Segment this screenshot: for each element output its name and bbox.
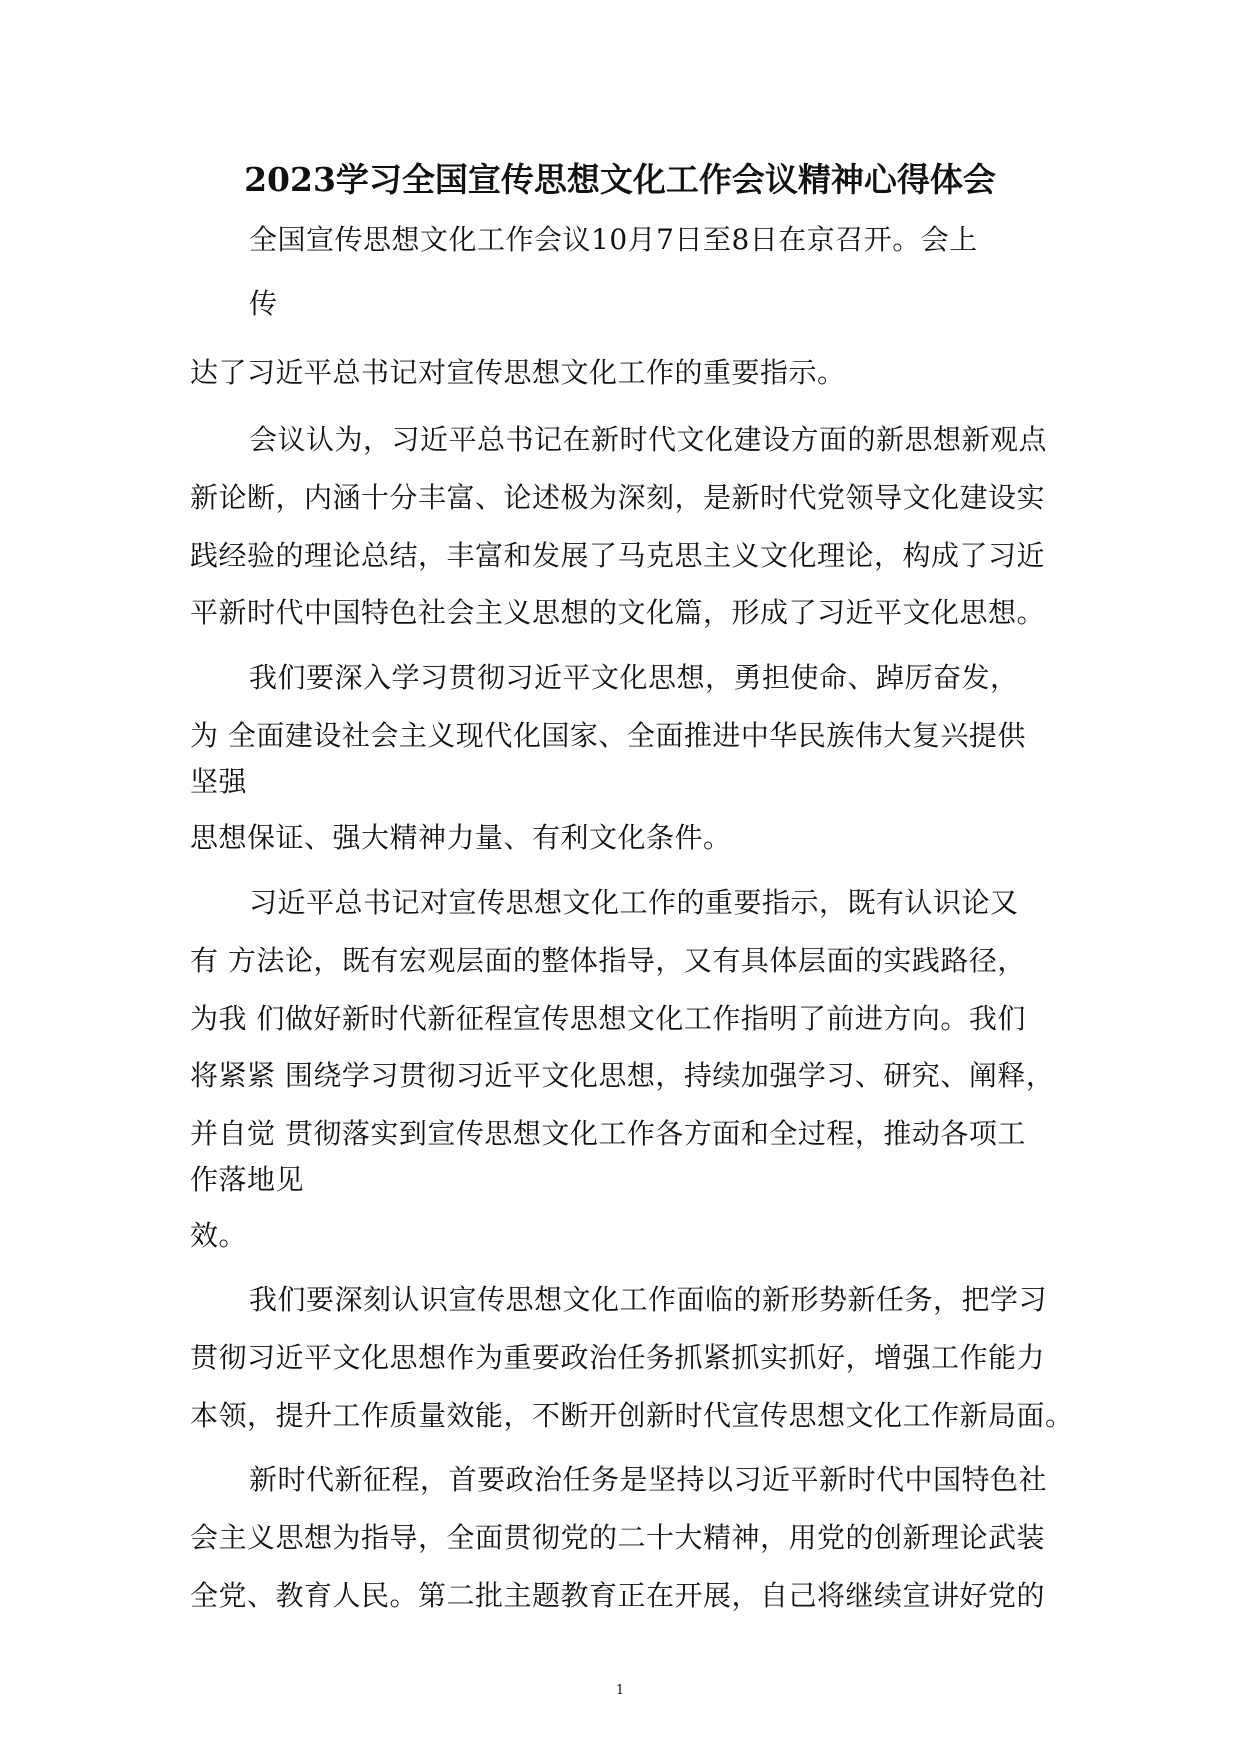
text-line-9: 为 全面建设社会主义现代化国家、全面推进中华民族伟大复兴提供	[190, 719, 1026, 752]
text-line-4: 会议认为，习近平总书记在新时代文化建设方面的新思想新观点	[249, 423, 1048, 456]
text-line-23: 会主义思想为指导，全面贯彻党的二十大精神，用党的创新理论武装	[190, 1521, 1046, 1554]
text-line-15: 将紧紧 围绕学习贯彻习近平文化思想，持续加强学习、研究、阐释，	[190, 1059, 1055, 1092]
text-line-19: 我们要深刻认识宣传思想文化工作面临的新形势新任务，把学习	[249, 1283, 1048, 1316]
text-line-3: 达了习近平总书记对宣传思想文化工作的重要指示。	[190, 356, 846, 389]
page-number: 1	[615, 1683, 625, 1698]
text-line-13: 有 方法论，既有宏观层面的整体指导，又有具体层面的实践路径，	[190, 944, 1026, 977]
text-line-20: 贯彻习近平文化思想作为重要政治任务抓紧抓实抓好，增强工作能力	[190, 1341, 1046, 1374]
text-line-17: 作落地见	[190, 1163, 305, 1196]
text-line-7: 平新时代中国特色社会主义思想的文化篇，形成了习近平文化思想。	[190, 596, 1046, 629]
text-line-14: 为我 们做好新时代新征程宣传思想文化工作指明了前进方向。我们	[190, 1002, 1026, 1035]
text-line-11: 思想保证、强大精神力量、有利文化条件。	[190, 821, 732, 854]
text-line-18: 效。	[190, 1219, 248, 1252]
text-line-8: 我们要深入学习贯彻习近平文化思想，勇担使命、踔厉奋发，	[249, 661, 1019, 694]
text-line-16: 并自觉 贯彻落实到宣传思想文化工作各方面和全过程，推动各项工	[190, 1117, 1026, 1150]
text-line-12: 习近平总书记对宣传思想文化工作的重要指示，既有认识论又	[249, 886, 1019, 919]
text-line-21: 本领，提升工作质量效能，不断开创新时代宣传思想文化工作新局面。	[190, 1399, 1074, 1432]
text-line-5: 新论断，内涵十分丰富、论述极为深刻，是新时代党领导文化建设实	[190, 481, 1046, 514]
document-title: 2023学习全国宣传思想文化工作会议精神心得体会	[244, 160, 996, 199]
text-line-22: 新时代新征程，首要政治任务是坚持以习近平新时代中国特色社	[249, 1463, 1048, 1496]
text-line-6: 践经验的理论总结，丰富和发展了马克思主义文化理论，构成了习近	[190, 539, 1046, 572]
text-line-1: 全国宣传思想文化工作会议10月7日至8日在京召开。会上	[249, 223, 978, 256]
text-line-10: 坚强	[190, 765, 248, 798]
text-line-24: 全党、教育人民。第二批主题教育正在开展，自己将继续宣讲好党的	[190, 1579, 1046, 1612]
text-line-2: 传	[249, 287, 278, 320]
